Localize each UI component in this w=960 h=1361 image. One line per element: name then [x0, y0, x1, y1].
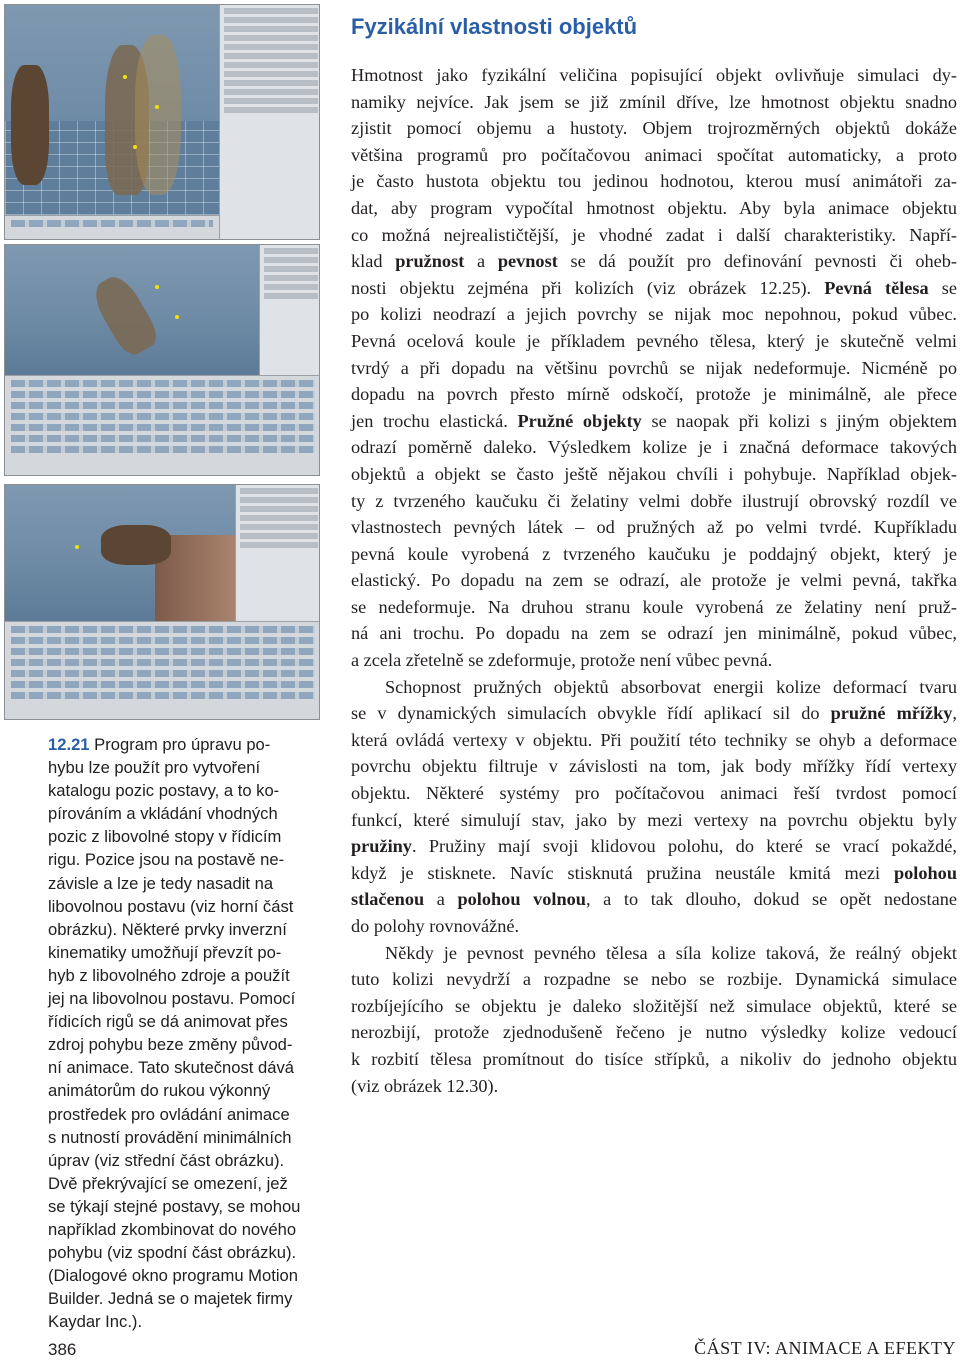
term-pruziny: pružiny: [351, 836, 412, 857]
body-text: [351, 62, 957, 1099]
body-line: většina programů pro počítačovou animaci spočítat automaticky, a proto: [351, 144, 957, 165]
body-line: po kolizi neodrazí a jejich povrchy se nijak moc nepohnou, pokud vůbec.: [351, 304, 957, 325]
term-pruzne-mrizky: pružné mřížky: [830, 703, 953, 724]
body-line: se v dynamických simulacích obvykle řídí aplikací sil do pružné mřížky,: [351, 703, 957, 724]
body-line: dopadu na povrch přesto mírně odskočí, protože je minimálně, ale přece: [351, 384, 957, 405]
body-line: je často hustota objektu tou jedinou hodnotou, kterou musí animátoři za-: [351, 171, 957, 192]
body-line: dat, aby program vypočítal hmotnost objektu. Aby byla animace objektu: [351, 197, 957, 218]
screenshot-bottom-motion-blend: [4, 484, 320, 720]
body-line: když je stisknete. Navíc stisknutá pružina neustále kmitá mezi polohou: [351, 862, 957, 883]
body-line: vlastnostech pevných látek – od pružných až po velmi tvrdé. Kupříkladu: [351, 517, 957, 538]
screenshot-middle-control-rig: [4, 244, 320, 476]
page-number: 386: [48, 1340, 77, 1359]
body-line: do polohy rovnovážné.: [351, 916, 520, 936]
body-line: stlačenou a polohou volnou, a to tak dlouho, dokud se opět nedostane: [351, 889, 957, 910]
figure-caption: [48, 733, 320, 1333]
body-line: ná ani trochu. Po dopadu na zem se odrazí jen minimálně, pokud vůbec,: [351, 623, 957, 644]
body-line: a zcela zřetelně se zdeformuje, protože není vůbec pevná.: [351, 650, 773, 671]
body-line: Hmotnost jako fyzikální veličina popisující objekt ovlivňuje simulaci dy-: [351, 65, 957, 85]
body-line: co možná nejrealističtější, je vhodné zadat i další charakteristiky. Napří-: [351, 224, 957, 245]
body-line: Schopnost pružných objektů absorbovat energii kolize deformací tvaru: [385, 676, 957, 697]
body-line: pevná koule vyrobená z tvrzeného kaučuku je poddajný objekt, který je: [351, 543, 957, 564]
body-line: se nedeformuje. Na druhou stranu koule vyrobená ze želatiny není pruž-: [351, 596, 957, 617]
body-line: elastický. Po dopadu na zem se odrazí, ale protože je velmi pevná, takřka: [351, 570, 957, 591]
body-line: povrchu objektu filtruje v závislosti na tom, jak body mřížky řídí vertexy: [351, 756, 957, 777]
term-pevnost: pevnost: [497, 251, 558, 272]
body-line: namiky nejvíce. Jak jsem se již zmínil dříve, lze hmotnost objektu snadno: [351, 91, 957, 112]
body-line: tvrdý a při dopadu na většinu povrchů se nijak nedeformuje. Nicméně po: [351, 357, 957, 378]
body-line: objektů a objekt se často ještě nějakou chvíli i pohybuje. Například objek-: [351, 463, 957, 484]
term-polohou: polohou: [893, 862, 957, 883]
body-line: která ovládá vertexy v objektu. Při použití této techniky se ohyb a deformace: [351, 729, 957, 750]
term-stlacenou: stlačenou: [351, 889, 425, 910]
body-line: zjistit pomocí objemu a hustoty. Objem trojrozměrných objektů dokáže: [351, 118, 957, 139]
body-line: ty z tvrzeného kaučuku či želatiny velmi dobře ilustrují obrovský rozdíl ve: [351, 490, 957, 511]
body-line: (viz obrázek 12.30).: [351, 1075, 499, 1096]
body-line: jen trochu elastická. Pružné objekty se naopak při kolizi s jiným objektem: [351, 410, 957, 431]
running-footer: ČÁST IV: ANIMACE A EFEKTY: [694, 1338, 956, 1358]
term-polohou-volnou: polohou volnou: [457, 889, 586, 910]
caption-text: Program pro úpravu po- hybu lze použít pro vytvoření katalogu pozic postavy, a to ko- pírováním a vkládání vhodných pozic z libovolné stopy v řídicím rigu. Pozice jsou na postavě ne- závisle a lze je tedy nasadit na libovolnou postavu (viz horní část obrázku). Některé prvky inverzní kinematiky umožňují převzít po- hyb z libovolného zdroje a použít jej na libovolnou postavu. Pomocí řídicích rigů se dá animovat přes zdroj pohybu beze změny původ- ní animace. Tato skutečnost dává animátorům do rukou výkonný prostředek pro ovládání animace s nutností provádění minimálních úprav (viz střední část obrázku). Dvě překrývající se omezení, jež se týkají stejné postavy, se mohou například zkombinovat do nového pohybu (viz spodní část obrázku). (Dialogové okno programu Motion Builder. Jedná se o majetek firmy Kaydar Inc.).: [48, 735, 301, 1332]
screenshot-top-pose-editing: [4, 4, 320, 240]
body-line: funkcí, které simulují stav, jako by mezi vertexy na povrchu objektu byly: [351, 809, 957, 830]
term-pevna-telesa: Pevná tělesa: [824, 277, 929, 298]
body-line: klad pružnost a pevnost se dá použít pro definování pevnosti či oheb-: [351, 251, 958, 272]
body-line: nosti objektu zejména při kolizích (viz obrázek 12.25). Pevná tělesa se: [351, 277, 957, 298]
body-line: rozbíjejícího se objektu je daleko složitější než simulace objektů, které se: [351, 995, 957, 1016]
body-line: Někdy je pevnost pevného tělesa a síla kolize taková, že reálný objekt: [385, 942, 957, 963]
body-line: Pevná ocelová koule je příkladem pevného tělesa, který je skutečně velmi: [351, 330, 957, 351]
term-pruzne-objekty: Pružné objekty: [517, 410, 642, 431]
figure-number: 12.21: [48, 735, 90, 754]
body-line: tuto kolizi nevydrží a rozpadne se nebo se rozbije. Dynamická simulace: [351, 969, 957, 990]
body-line: pružiny. Pružiny mají svoji klidovou polohu, do které se vrací pokaždé,: [351, 836, 957, 857]
section-heading: Fyzikální vlastnosti objektů: [351, 14, 638, 39]
term-pruznost: pružnost: [395, 251, 465, 272]
body-line: nerozbijí, protože zjednodušeně řečeno je nutno výsledky kolize vedoucí: [351, 1022, 957, 1043]
body-line: k rozbití tělesa promítnout do tisíce střípků, a nikoliv do jednoho objektu: [351, 1048, 957, 1069]
body-line: objektu. Některé systémy pro počítačovou animaci řeší tvrdost pomocí: [351, 783, 957, 804]
body-line: odrazí poměrně daleko. Výsledkem kolize je i značná deformace takových: [351, 437, 957, 458]
